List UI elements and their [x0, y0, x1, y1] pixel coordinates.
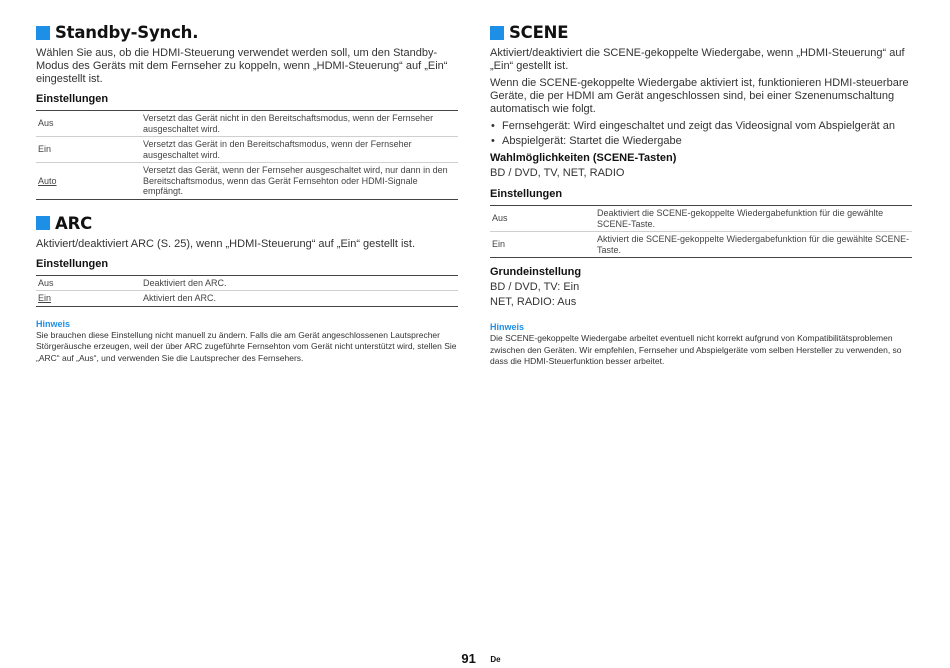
table-row: [36, 137, 458, 163]
scene-title: SCENE: [509, 23, 569, 42]
right-column: [490, 23, 912, 368]
page-number: 91: [461, 651, 476, 666]
arc-note-text: Sie brauchen diese Einstellung nicht manuell zu ändern. Falls die am Gerät angeschlossenen Lautsprecher Störgeräusche erzeugen, weil der über ARC zugeführte Fernsehton vom Gerät nicht unterstützt wird, stellen Sie „ARC“ auf „Aus“, und verwenden Sie die Lautsprecher des Fernsehers.: [36, 329, 457, 363]
scene-default-line-2: NET, RADIO: Aus: [490, 296, 577, 308]
list-item: • Abspielgerät: Startet die Wiedergabe: [490, 134, 912, 149]
setting-value: Versetzt das Gerät nicht in den Bereitschaftsmodus, wenn der Fernseher ausgeschaltet wird.: [143, 113, 434, 134]
standby-settings-table: [36, 110, 458, 200]
setting-key-ein: Ein: [38, 144, 52, 155]
scene-default-heading: Grundeinstellung: [490, 266, 582, 278]
setting-key-ein: Ein: [38, 293, 52, 303]
standby-settings-heading: Einstellungen: [36, 93, 109, 105]
section-marker-icon: [490, 26, 504, 40]
setting-key-aus: Aus: [492, 213, 508, 224]
scene-note-text: Die SCENE-gekoppelte Wiedergabe arbeitet eventuell nicht korrekt aufgrund von Kompatibilitätsproblemen zwischen den Geräten. Wir empfehlen, Fernseher und Abspielgeräte vom selben Hersteller zu verwenden, so dass die HDMI-Steuerfunktion besser arbeitet.: [490, 333, 902, 366]
scene-choices-value: BD / DVD, TV, NET, RADIO: [490, 167, 625, 179]
setting-key-aus: Aus: [38, 277, 54, 288]
table-row: [36, 275, 458, 291]
arc-settings-table: [36, 275, 458, 307]
setting-value: Deaktiviert die SCENE-gekoppelte Wiedergabefunktion für die gewählte SCENE-Taste.: [597, 208, 884, 229]
section-marker-icon: [36, 26, 50, 40]
scene-description-2: Wenn die SCENE-gekoppelte Wiedergabe aktiviert ist, funktionieren HDMI-steuerbare Geräte, die per HDMI am Gerät angeschlossen sind, bei einer Szenenumschaltung automatisch wie folgt.: [490, 77, 909, 115]
standby-title: Standby-Synch.: [55, 23, 199, 42]
standby-description: Wählen Sie aus, ob die HDMI-Steuerung verwendet werden soll, um den Standby-Modus des Geräts mit dem Fernseher zu koppeln, wenn „HDMI-Steuerung“ auf „Ein“ eingestellt ist.: [36, 47, 448, 85]
scene-settings-table: [490, 205, 912, 258]
page-footer: [0, 650, 950, 668]
arc-description: Aktiviert/deaktiviert ARC (S. 25), wenn „HDMI-Steuerung“ auf „Ein“ gestellt ist.: [36, 237, 416, 250]
setting-value: Versetzt das Gerät in den Bereitschaftsmodus, wenn der Fernseher ausgeschaltet wird.: [143, 139, 412, 160]
scene-bullet-list: [490, 119, 912, 149]
scene-description-1: Aktiviert/deaktiviert die SCENE-gekoppelte Wiedergabe, wenn „HDMI-Steuerung“ auf „Ein“ gestellt ist.: [490, 47, 905, 72]
scene-settings-heading: Einstellungen: [490, 188, 563, 200]
section-marker-icon: [36, 216, 50, 230]
setting-value: Aktiviert den ARC.: [143, 293, 217, 303]
scene-choices-heading: Wahlmöglichkeiten (SCENE-Tasten): [490, 152, 677, 164]
section-title-scene: [490, 23, 912, 42]
arc-note-heading: Hinweis: [36, 318, 71, 329]
setting-value: Versetzt das Gerät, wenn der Fernseher ausgeschaltet wird, nur dann in den Bereitschaftsmodus, wenn das Gerät Fernsehton oder HDMI-Signale empfängt.: [143, 165, 448, 196]
table-row: [36, 111, 458, 137]
section-title-standby: [36, 23, 458, 42]
setting-key-aus: Aus: [38, 118, 54, 129]
list-item: • Fernsehgerät: Wird eingeschaltet und zeigt das Videosignal vom Abspielgerät an: [490, 119, 912, 134]
section-title-arc: [36, 214, 458, 233]
setting-value: Deaktiviert den ARC.: [143, 277, 227, 288]
setting-key-auto: Auto: [38, 175, 57, 186]
table-row: [36, 291, 458, 307]
table-row: [490, 232, 912, 258]
language-code: De: [490, 655, 501, 664]
scene-note-heading: Hinweis: [490, 322, 525, 332]
table-row: [36, 163, 458, 200]
arc-title: ARC: [55, 213, 92, 233]
scene-default-line-1: BD / DVD, TV: Ein: [490, 281, 580, 293]
table-row: [490, 206, 912, 232]
left-column: [36, 23, 458, 364]
arc-settings-heading: Einstellungen: [36, 257, 109, 270]
setting-value: Aktiviert die SCENE-gekoppelte Wiedergabefunktion für die gewählte SCENE-Taste.: [597, 234, 910, 255]
setting-key-ein: Ein: [492, 239, 506, 250]
